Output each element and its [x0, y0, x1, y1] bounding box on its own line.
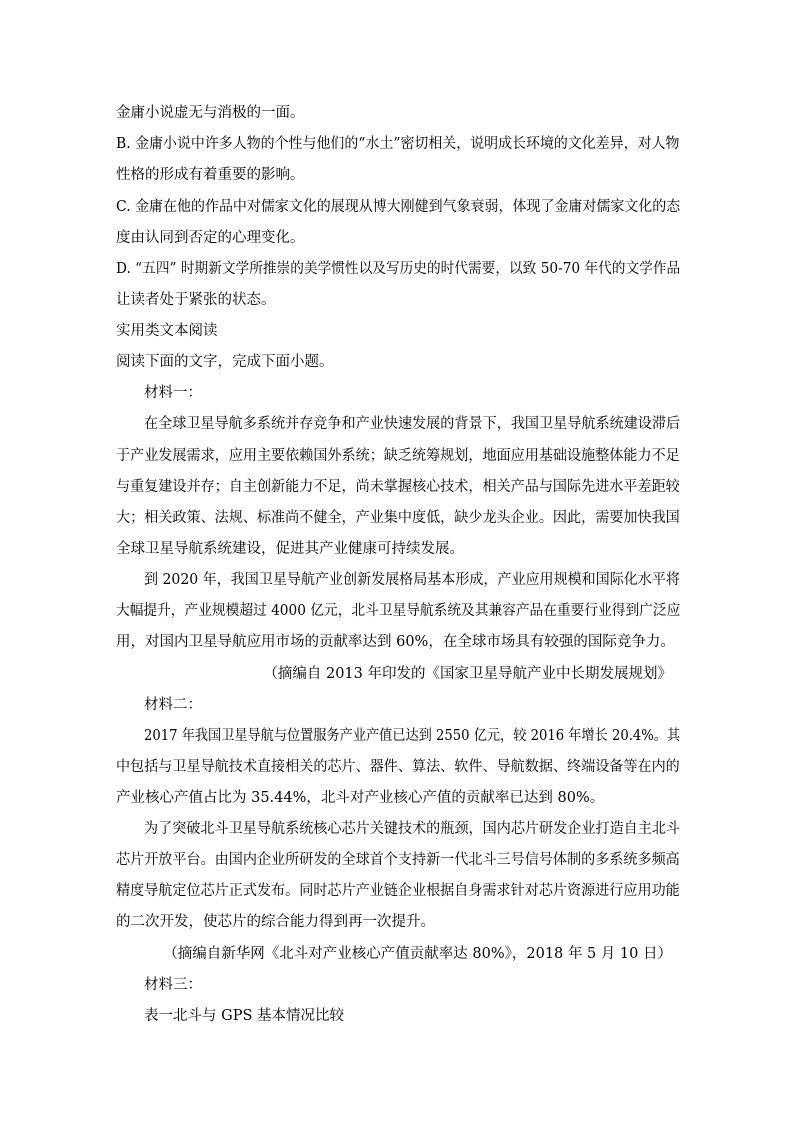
- option-b-line-1: B. 金庸小说中许多人物的个性与他们的“水土”密切相关，说明成长环境的文化差异，对人物: [116, 136, 680, 152]
- option-a-continuation: 金庸小说虚无与消极的一面。: [116, 105, 305, 121]
- paragraph-line: 全球卫星导航系统建设，促进其产业健康可持续发展。: [116, 541, 464, 557]
- paragraph-line: 精度导航定位芯片正式发布。同时芯片产业链企业根据自身需求针对芯片资源进行应用功能: [116, 883, 680, 899]
- option-c-line-1: C. 金庸在他的作品中对儒家文化的展现从博大刚健到气象衰弱，体现了金庸对儒家文化的态: [116, 199, 681, 215]
- option-d-line-2: 让读者处于紧张的状态。: [116, 292, 276, 308]
- paragraph-line: 为了突破北斗卫星导航系统核心芯片关键技术的瓶颈，国内芯片研发企业打造自主北斗: [144, 821, 681, 837]
- paragraph-line: 在全球卫星导航多系统并存竞争和产业快速发展的背景下，我国卫星导航系统建设滞后: [144, 416, 681, 432]
- option-d-line-1: D. “五四” 时期新文学所推崇的美学惯性以及写历史的时代需要，以致 50-70 年代的文学作品: [116, 261, 681, 277]
- section-heading: 实用类文本阅读: [116, 323, 218, 339]
- paragraph-line: 与重复建设并存；自主创新能力不足，尚未掌握核心技术，相关产品与国际先进水平差距较: [116, 479, 680, 495]
- paragraph-line: 的二次开发，使芯片的综合能力得到再一次提升。: [116, 914, 435, 930]
- option-b-line-2: 性格的形成有着重要的影响。: [116, 167, 305, 183]
- material-one-label: 材料一：: [144, 385, 202, 401]
- table-caption: 表一北斗与 GPS 基本情况比较: [144, 1008, 344, 1024]
- paragraph-line: 产业核心产值占比为 35.44%，北斗对产业核心产值的贡献率已达到 80%。: [116, 790, 605, 806]
- paragraph-line: 到 2020 年，我国卫星导航产业创新发展格局基本形成，产业应用规模和国际化水平将: [144, 572, 680, 588]
- option-c-line-2: 度由认同到否定的心理变化。: [116, 230, 305, 246]
- material-three-label: 材料三：: [144, 977, 202, 993]
- paragraph-line: 大；相关政策、法规、标准尚不健全，产业集中度低，缺少龙头企业。因此，需要加快我国: [116, 510, 680, 526]
- material-two-label: 材料二：: [144, 697, 202, 713]
- paragraph-line: 2017 年我国卫星导航与位置服务产业产值已达到 2550 亿元，较 2016 年增长 20.4%。其: [144, 728, 681, 744]
- paragraph-line: 大幅提升，产业规模超过 4000 亿元，北斗卫星导航系统及其兼容产品在重要行业得到广泛应: [116, 603, 681, 619]
- material-two-citation: （摘编自新华网《北斗对产业核心产值贡献率达 80%》，2018 年 5 月 10 日）: [163, 946, 672, 962]
- paragraph-line: 芯片开放平台。由国内企业所研发的全球首个支持新一代北斗三号信号体制的多系统多频高: [116, 852, 680, 868]
- instruction: 阅读下面的文字，完成下面小题。: [116, 354, 334, 370]
- paragraph-line: 中包括与卫星导航技术直接相关的芯片、器件、算法、软件、导航数据、终端设备等在内的: [116, 759, 680, 775]
- material-one-citation: （摘编自 2013 年印发的《国家卫星导航产业中长期发展规划》: [263, 666, 672, 682]
- paragraph-line: 于产业发展需求，应用主要依赖国外系统；缺乏统筹规划，地面应用基础设施整体能力不足: [116, 448, 680, 464]
- paragraph-line: 用，对国内卫星导航应用市场的贡献率达到 60%，在全球市场具有较强的国际竞争力。: [116, 634, 675, 650]
